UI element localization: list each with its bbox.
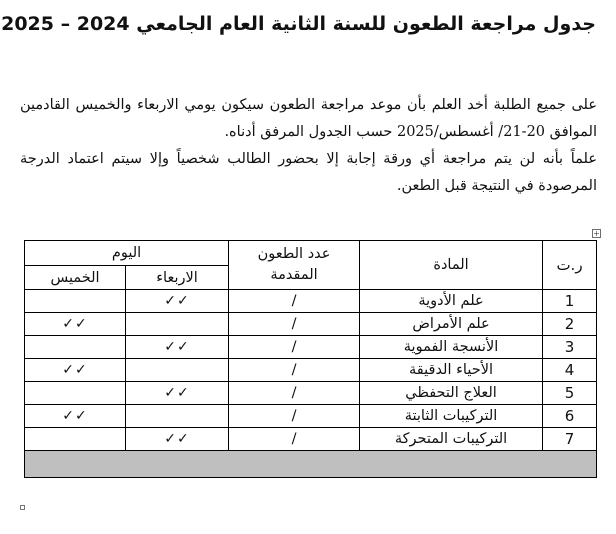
- row-number: 2: [543, 313, 597, 336]
- row-thursday-check: ✓✓: [25, 313, 126, 336]
- header-subject: المادة: [360, 241, 543, 290]
- header-count: عدد الطعون المقدمة: [229, 241, 360, 290]
- row-thursday-check: [25, 382, 126, 405]
- header-wednesday: الاربعاء: [126, 266, 229, 290]
- row-count: /: [229, 382, 360, 405]
- row-number: 6: [543, 405, 597, 428]
- row-subject: الأحياء الدقيقة: [360, 359, 543, 382]
- row-subject: علم الأدوية: [360, 290, 543, 313]
- table-row: [25, 382, 597, 405]
- review-schedule-table: [24, 240, 597, 478]
- row-thursday-check: [25, 428, 126, 451]
- row-number: 5: [543, 382, 597, 405]
- table-row: [25, 359, 597, 382]
- row-wednesday-check: ✓✓: [126, 290, 229, 313]
- table-row: [25, 336, 597, 359]
- row-count: /: [229, 428, 360, 451]
- header-day: اليوم: [25, 241, 229, 266]
- row-number: 1: [543, 290, 597, 313]
- row-count: /: [229, 336, 360, 359]
- row-subject: العلاج التحفظي: [360, 382, 543, 405]
- row-thursday-check: ✓✓: [25, 405, 126, 428]
- row-count: /: [229, 359, 360, 382]
- notice-paragraph-1: على جميع الطلبة أخد العلم بأن موعد مراجعة الطعون سيكون يومي الاربعاء والخميس القادمين الموافق 20-21/ أغسطس/2025 حسب الجدول المرفق أدناه.: [20, 97, 597, 140]
- row-subject: الأنسجة الفموية: [360, 336, 543, 359]
- row-subject: علم الأمراض: [360, 313, 543, 336]
- row-wednesday-check: ✓✓: [126, 336, 229, 359]
- row-wednesday-check: [126, 405, 229, 428]
- table-row: [25, 313, 597, 336]
- notice-text: [20, 92, 597, 200]
- row-number: 3: [543, 336, 597, 359]
- row-wednesday-check: ✓✓: [126, 382, 229, 405]
- table-row: [25, 428, 597, 451]
- row-wednesday-check: [126, 359, 229, 382]
- table-row: [25, 290, 597, 313]
- header-number: ر.ت: [543, 241, 597, 290]
- row-number: 4: [543, 359, 597, 382]
- row-thursday-check: ✓✓: [25, 359, 126, 382]
- row-thursday-check: [25, 290, 126, 313]
- table-footer-row: [25, 451, 597, 478]
- row-number: 7: [543, 428, 597, 451]
- row-wednesday-check: [126, 313, 229, 336]
- notice-paragraph-2: علماً بأنه لن يتم مراجعة أي ورقة إجابة إلا بحضور الطالب شخصياً وإلا سيتم اعتماد الدرجة المرصودة في النتيجة قبل الطعن.: [20, 151, 597, 194]
- row-subject: التركيبات الثابتة: [360, 405, 543, 428]
- row-thursday-check: [25, 336, 126, 359]
- row-subject: التركيبات المتحركة: [360, 428, 543, 451]
- footer-cell: [25, 451, 597, 478]
- row-count: /: [229, 290, 360, 313]
- table-row: [25, 405, 597, 428]
- row-wednesday-check: ✓✓: [126, 428, 229, 451]
- row-count: /: [229, 405, 360, 428]
- page-title: جدول مراجعة الطعون للسنة الثانية العام الجامعي 2024 – 2025: [1, 13, 596, 35]
- table-resize-handle-icon[interactable]: [20, 505, 25, 510]
- table-move-handle-icon[interactable]: +: [593, 229, 600, 238]
- row-count: /: [229, 313, 360, 336]
- header-thursday: الخميس: [25, 266, 126, 290]
